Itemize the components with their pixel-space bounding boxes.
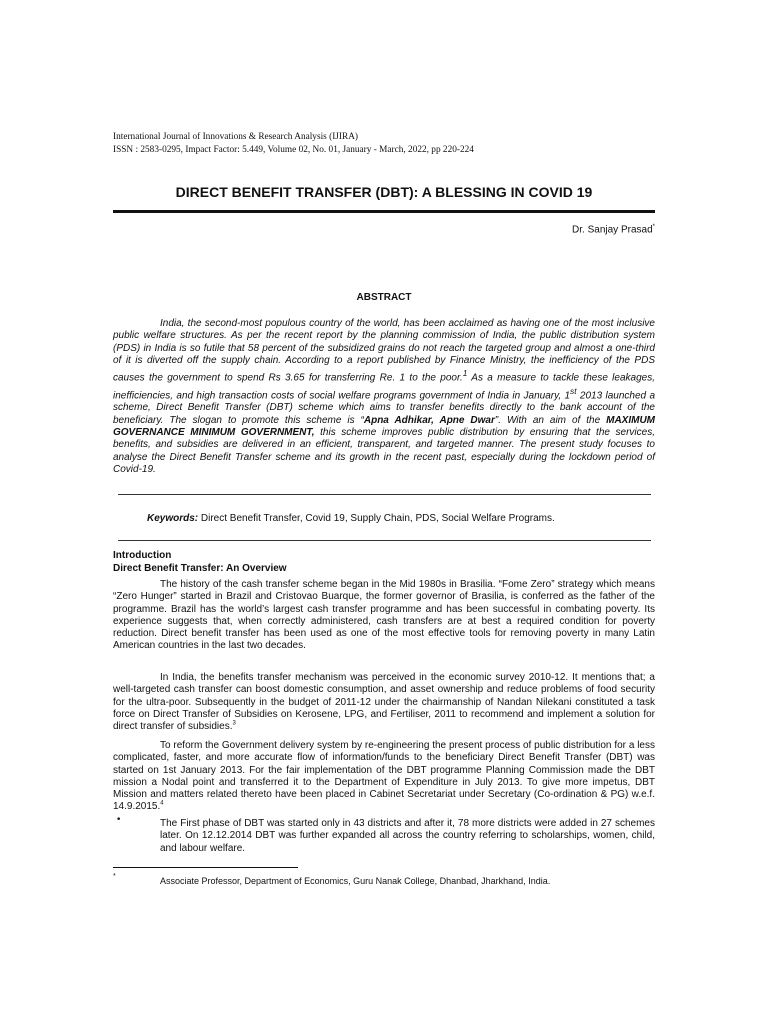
author-name: Dr. Sanjay Prasad — [572, 224, 653, 236]
journal-header — [113, 131, 673, 157]
keywords-line — [147, 513, 667, 524]
keywords-value: Direct Benefit Transfer, Covid 19, Supply Chain, PDS, Social Welfare Programs. — [198, 513, 555, 524]
abstract-part-2: As a measure to tackle these leakages, inefficiencies, and high transaction costs of social welfare programs government of India in January, 1 — [113, 372, 655, 402]
paragraph-india-ref: 3 — [232, 720, 236, 727]
keywords-label: Keywords: — [147, 513, 199, 524]
abstract-part-3: 2013 launched a scheme, Direct Benefit Transfer (DBT) scheme which aims to transfer benefits directly to the bank account of the beneficiary. The slogan to promote this scheme is “ — [113, 390, 655, 426]
title-rule — [113, 210, 655, 213]
abstract-motto: MAXIMUM GOVERNANCE MINIMUM GOVERNMENT, — [113, 414, 655, 439]
section-heading-overview: Direct Benefit Transfer: An Overview — [113, 563, 287, 574]
footnote-rule — [113, 867, 298, 868]
paragraph-reform — [113, 740, 655, 814]
footnote-mark: * — [113, 873, 116, 880]
abstract-part-4: ”. With an aim of the — [494, 414, 607, 426]
section-heading-introduction: Introduction — [113, 550, 172, 561]
author-line — [113, 224, 655, 235]
abstract-part-1: India, the second-most populous country of the world, has been acclaimed as having one of the most inclusive public welfare structures. As per the recent report by the planning commission of India, the public distribution system (PDS) in India is so futile that 58 percent of the subsidized grains do not reach the targeted group and almost a one-third of it is diverted off the supply chain. According to a report published by Finance Ministry, the inefficiency of the PDS causes the government to spend Rs 3.65 for transferring Re. 1 to the poor. — [113, 318, 655, 384]
paragraph-india — [113, 672, 655, 733]
paragraph-reform-text: To reform the Government delivery system by re-engineering the present process of public distribution for a less complicated, faster, and more accurate flow of information/funds to the beneficiary Direct Benefit Transfer (DBT) was started on 1st January 2013. For the fair implementation of the DBT programme Planning Commission made the DBT mission a Nodal point and transferred it to the Department of Expenditure in July 2013. To give more impetus, DBT Mission and matters related thereto have been placed in Cabinet Secretariat under Secretary (Co-ordination & PG) w.e.f. 14.9.2015. — [113, 740, 655, 813]
footnote-text: Associate Professor, Department of Economics, Guru Nanak College, Dhanbad, Jharkhand, India. — [160, 876, 551, 886]
abstract-slogan: Apna Adhikar, Apne Dwar — [363, 414, 495, 426]
paragraph-history: The history of the cash transfer scheme began in the Mid 1980s in Brasilia. “Fome Zero” strategy which means “Zero Hunger” started in Brazil and Cristovao Buarque, the former governor of Brasilia, is conferred as the father of the programme. Brazil has the world’s largest cash transfer programme and has been successful in combating poverty. Its experience suggests that, when correctly administered, cash transfers are at best a required condition for poverty reduction. Direct benefit transfer has been used as one of the most effective tools for removing poverty in many Latin American countries in the last two decades. — [113, 579, 655, 652]
abstract-text — [113, 318, 655, 476]
journal-issn: ISSN : 2583-0295, Impact Factor: 5.449, Volume 02, No. 01, January - March, 2022, pp 220-224 — [113, 145, 474, 155]
bullet-icon: • — [116, 815, 122, 825]
author-footnote-mark: * — [652, 224, 655, 230]
paper-title: DIRECT BENEFIT TRANSFER (DBT): A BLESSING IN COVID 19 — [175, 184, 593, 200]
keywords-separator — [118, 540, 651, 541]
paragraph-reform-ref: 4 — [160, 801, 164, 808]
journal-name: International Journal of Innovations & Research Analysis (IJIRA) — [113, 132, 359, 142]
abstract-ref-1: 1 — [462, 368, 468, 379]
paragraph-india-text: In India, the benefits transfer mechanism was perceived in the economic survey 2010-12. It mentions that; a well-targeted cash transfer can boost domestic consumption, and asset ownership and reduce problems of food security for the ultra-poor. Subsequently in the budget of 2011-12 under the chairmanship of Nandan Nilekani constituted a task force on Direct Transfer of Subsidies on Kerosene, LPG, and Fertiliser, 2011 to recommend and implement a solution for direct transfer of subsidies. — [113, 672, 655, 733]
abstract-heading: ABSTRACT — [356, 292, 412, 303]
abstract-separator — [118, 494, 651, 495]
bullet-text: The First phase of DBT was started only in 43 districts and after it, 78 more districts were added in 27 schemes later. On 12.12.2014 DBT was further expanded all across the country referring to scholarships, women, child, and labour welfare. — [160, 818, 655, 854]
abstract-ordinal: st — [570, 385, 577, 396]
abstract-part-5: this scheme improves public distribution by ensuring that the services, benefits, and subsidies are delivered in an efficient, transparent, and targeted manner. The present study focuses to analyse the Direct Benefit Transfer scheme and its growth in the recent past, especially during the lockdown period of Covid-19. — [113, 427, 655, 475]
